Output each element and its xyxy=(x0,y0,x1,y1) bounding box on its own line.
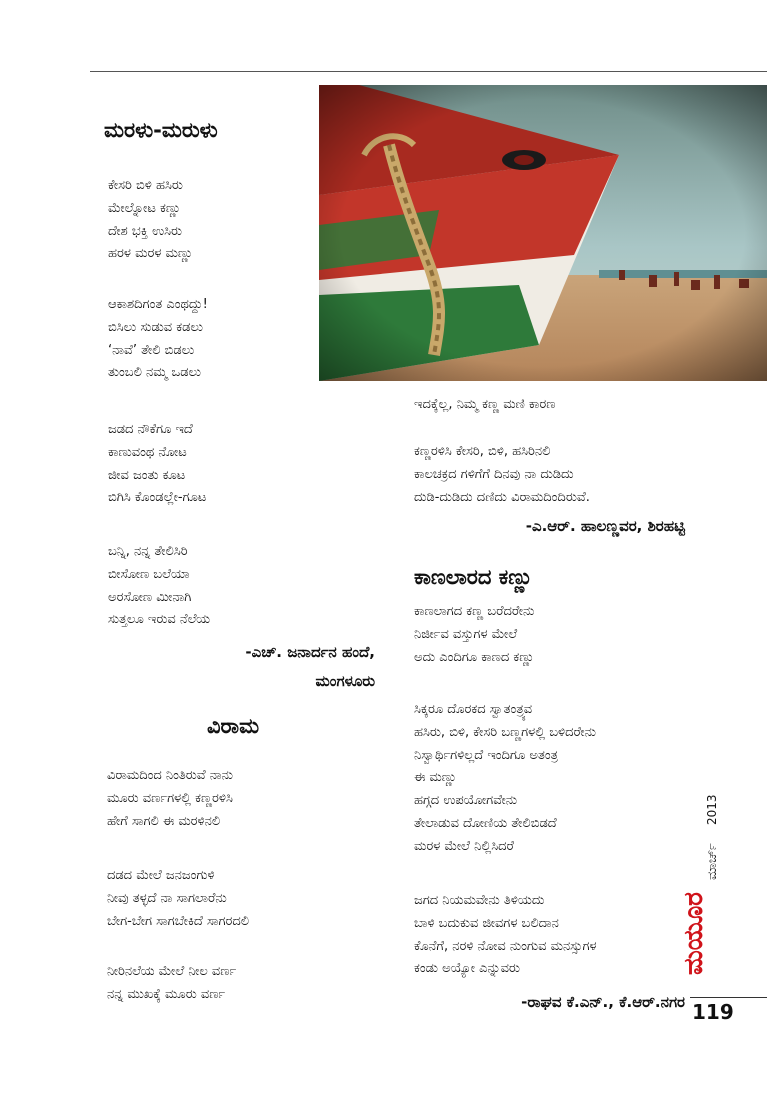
poem-line: ಹರಳ ಮರಳ ಮಣ್ಣು xyxy=(108,246,194,262)
poem-line: ತುಂಬಲಿ ನಮ್ಮ ಒಡಲು xyxy=(108,365,202,381)
poem-line: ಆಕಾಶದಿಗಂತ ಎಂಥದ್ದು! xyxy=(108,297,208,312)
poem-title: ಕಾಣಲಾರದ ಕಣ್ಣು xyxy=(414,565,533,589)
top-rule xyxy=(90,71,767,72)
boat-photo xyxy=(319,85,767,381)
poem-line: ತೇಲಾಡುವ ದೋಣಿಯ ತೇಲಿಬಿಡದೆ xyxy=(414,815,557,831)
poem-line: ಅದು ಎಂದಿಗೂ ಕಾಣದ ಕಣ್ಣು xyxy=(414,649,535,665)
poem-line: ನೀವು ತಳ್ಳದೆ ನಾ ಸಾಗಲಾರೆನು xyxy=(107,890,227,906)
stanza xyxy=(414,441,590,509)
poem-line: ಮೂರು ವರ್ಣಗಳಲ್ಲಿ ಕಣ್ಣರಳಿಸಿ xyxy=(107,790,233,806)
poem-line: ಕಾಲಚಕ್ರದ ಗಳಿಗೆಗೆ ದಿನವು ನಾ ದುಡಿದು xyxy=(414,466,574,482)
poem-line: ನಿಸ್ವಾರ್ಥಿಗಳಿಲ್ಲದೆ ಇಂದಿಗೂ ಅತಂತ್ರ xyxy=(414,747,559,763)
magazine-year: 2013 xyxy=(705,794,719,825)
poem-line: ನನ್ನ ಮುಖಕ್ಕೆ ಮೂರು ವರ್ಣ xyxy=(107,986,226,1002)
poem-line: ಅರಸೋಣ ಮೀನಾಗಿ xyxy=(108,589,192,605)
poem-line: ಇದಕ್ಕೆಲ್ಲ, ನಿಮ್ಮ ಕಣ್ಣ ಮಣಿ ಕಾರಣ xyxy=(414,397,556,412)
stanza xyxy=(414,394,555,417)
poem-line: ಸಿಕ್ಕರೂ ದೊರಕದ ಸ್ವಾತಂತ್ರ್ಯವ xyxy=(414,702,533,717)
poem-line: ನಿರ್ಜೀವ ವಸ್ತುಗಳ ಮೇಲೆ xyxy=(414,626,518,642)
stanza xyxy=(414,890,597,981)
poem-line: ಬೀಸೋಣ ಬಲೆಯಾ xyxy=(108,566,190,582)
poem-title: ವಿರಾಮ xyxy=(207,714,260,738)
stanza xyxy=(107,865,249,933)
stanza xyxy=(414,699,596,859)
poem-line: ಕಾಣುವಂಥ ನೋಟ xyxy=(108,444,187,460)
magazine-name: ಮಯೂರ xyxy=(679,892,709,975)
poem-line: ನೀರಿನಲೆಯ ಮೇಲೆ ನೀಲ ವರ್ಣ xyxy=(107,964,237,979)
poem-line: ಕೊನೆಗೆ, ನರಳಿ ನೋವ ನುಂಗುವ ಮನಸ್ಸುಗಳ xyxy=(414,938,597,954)
poem-line: ‘ನಾವೆ’ ತೇಲಿ ಬಿಡಲು xyxy=(108,342,195,358)
poem-line: ಜಡದ ನೌಕೆಗೂ ಇದೆ xyxy=(108,422,193,437)
magazine-month: ಮಾರ್ಚ್ xyxy=(705,843,720,880)
poem-line: ಸುತ್ತಲೂ ಇರುವ ನೆಲೆಯ xyxy=(108,612,211,628)
poem-line: ಈ ಮಣ್ಣು xyxy=(414,770,457,786)
poem-author: -ರಾಘವ ಕೆ.ಎನ್., ಕೆ.ಆರ್.ನಗರ xyxy=(521,993,685,1011)
poem-line: ಹೇಗೆ ಸಾಗಲಿ ಈ ಮರಳಿನಲಿ xyxy=(107,813,221,829)
poem-author: -ಎಚ್. ಜನಾರ್ದನ ಹಂದೆ, xyxy=(245,643,375,661)
poem-line: ಹಸಿರು, ಬಿಳಿ, ಕೇಸರಿ ಬಣ್ಣಗಳಲ್ಲಿ ಬಳಿದರೇನು xyxy=(414,724,596,740)
poem-line: ವಿರಾಮದಿಂದ ನಿಂತಿರುವೆ ನಾನು xyxy=(107,768,233,783)
poem-author-place: ಮಂಗಳೂರು xyxy=(315,672,375,690)
poem-line: ಬಿಗಿಸಿ ಕೊಂಡಲ್ಲೇ-ಗೂಟ xyxy=(108,490,207,506)
stanza xyxy=(107,961,236,1007)
poem-title: ಮರಳು-ಮರುಳು xyxy=(104,118,218,142)
poem-line: ಬನ್ನಿ, ನನ್ನ ತೇಲಿಸಿರಿ xyxy=(108,544,188,559)
poem-line: ಮರಳ ಮೇಲೆ ನಿಲ್ಲಿಸಿದರೆ xyxy=(414,838,514,854)
poem-line: ಮೇಲ್ನೋಟ ಕಣ್ಣು xyxy=(108,200,182,216)
stanza xyxy=(108,419,206,510)
poem-line: ಬೇಗ-ಬೇಗ ಸಾಗಬೇಕಿದೆ ಸಾಗರದಲಿ xyxy=(107,913,250,929)
footer-rule xyxy=(690,997,767,998)
poem-author: -ಎ.ಆರ್. ಹಾಲಣ್ಣವರ, ಶಿರಹಟ್ಟಿ xyxy=(525,517,685,535)
page-number: 119 xyxy=(692,1000,734,1024)
stanza xyxy=(108,175,193,266)
poem-line: ಜಗದ ನಿಯಮವೇನು ತಿಳಿಯದು xyxy=(414,893,545,908)
poem-line: ಕಾಣಲಾಗದ ಕಣ್ಣ ಬರೆದರೇನು xyxy=(414,604,535,619)
poem-line: ಬಿಸಿಲು ಸುಡುವ ಕಡಲು xyxy=(108,319,203,335)
poem-line: ಕಂಡು ಅಯ್ಯೋ ಎನ್ನುವರು xyxy=(414,961,520,977)
poem-line: ದೇಶ ಭಕ್ತಿ ಉಸಿರು xyxy=(108,223,183,239)
poem-line: ದುಡಿ-ದುಡಿದು ದಣಿದು ವಿರಾಮದಿಂದಿರುವೆ. xyxy=(414,489,590,505)
stanza xyxy=(107,765,233,833)
magazine-masthead xyxy=(668,780,728,980)
poem-line: ಬಾಳಿ ಬದುಕುವ ಜೀವಗಳ ಬಲಿದಾನ xyxy=(414,915,559,931)
poem-line: ಕಣ್ಣರಳಿಸಿ ಕೇಸರಿ, ಬಿಳಿ, ಹಸಿರಿನಲಿ xyxy=(414,444,551,459)
stanza xyxy=(108,541,210,632)
stanza xyxy=(414,601,534,669)
poem-line: ಕೇಸರಿ ಬಿಳಿ ಹಸಿರು xyxy=(108,178,183,193)
stanza xyxy=(108,294,208,385)
poem-line: ಹಗ್ಗದ ಉಪಯೋಗವೇನು xyxy=(414,793,518,809)
poem-line: ಜೀವ ಜಂತು ಕೂಟ xyxy=(108,467,186,483)
poem-line: ದಡದ ಮೇಲೆ ಜನಜಂಗುಳಿ xyxy=(107,868,215,883)
